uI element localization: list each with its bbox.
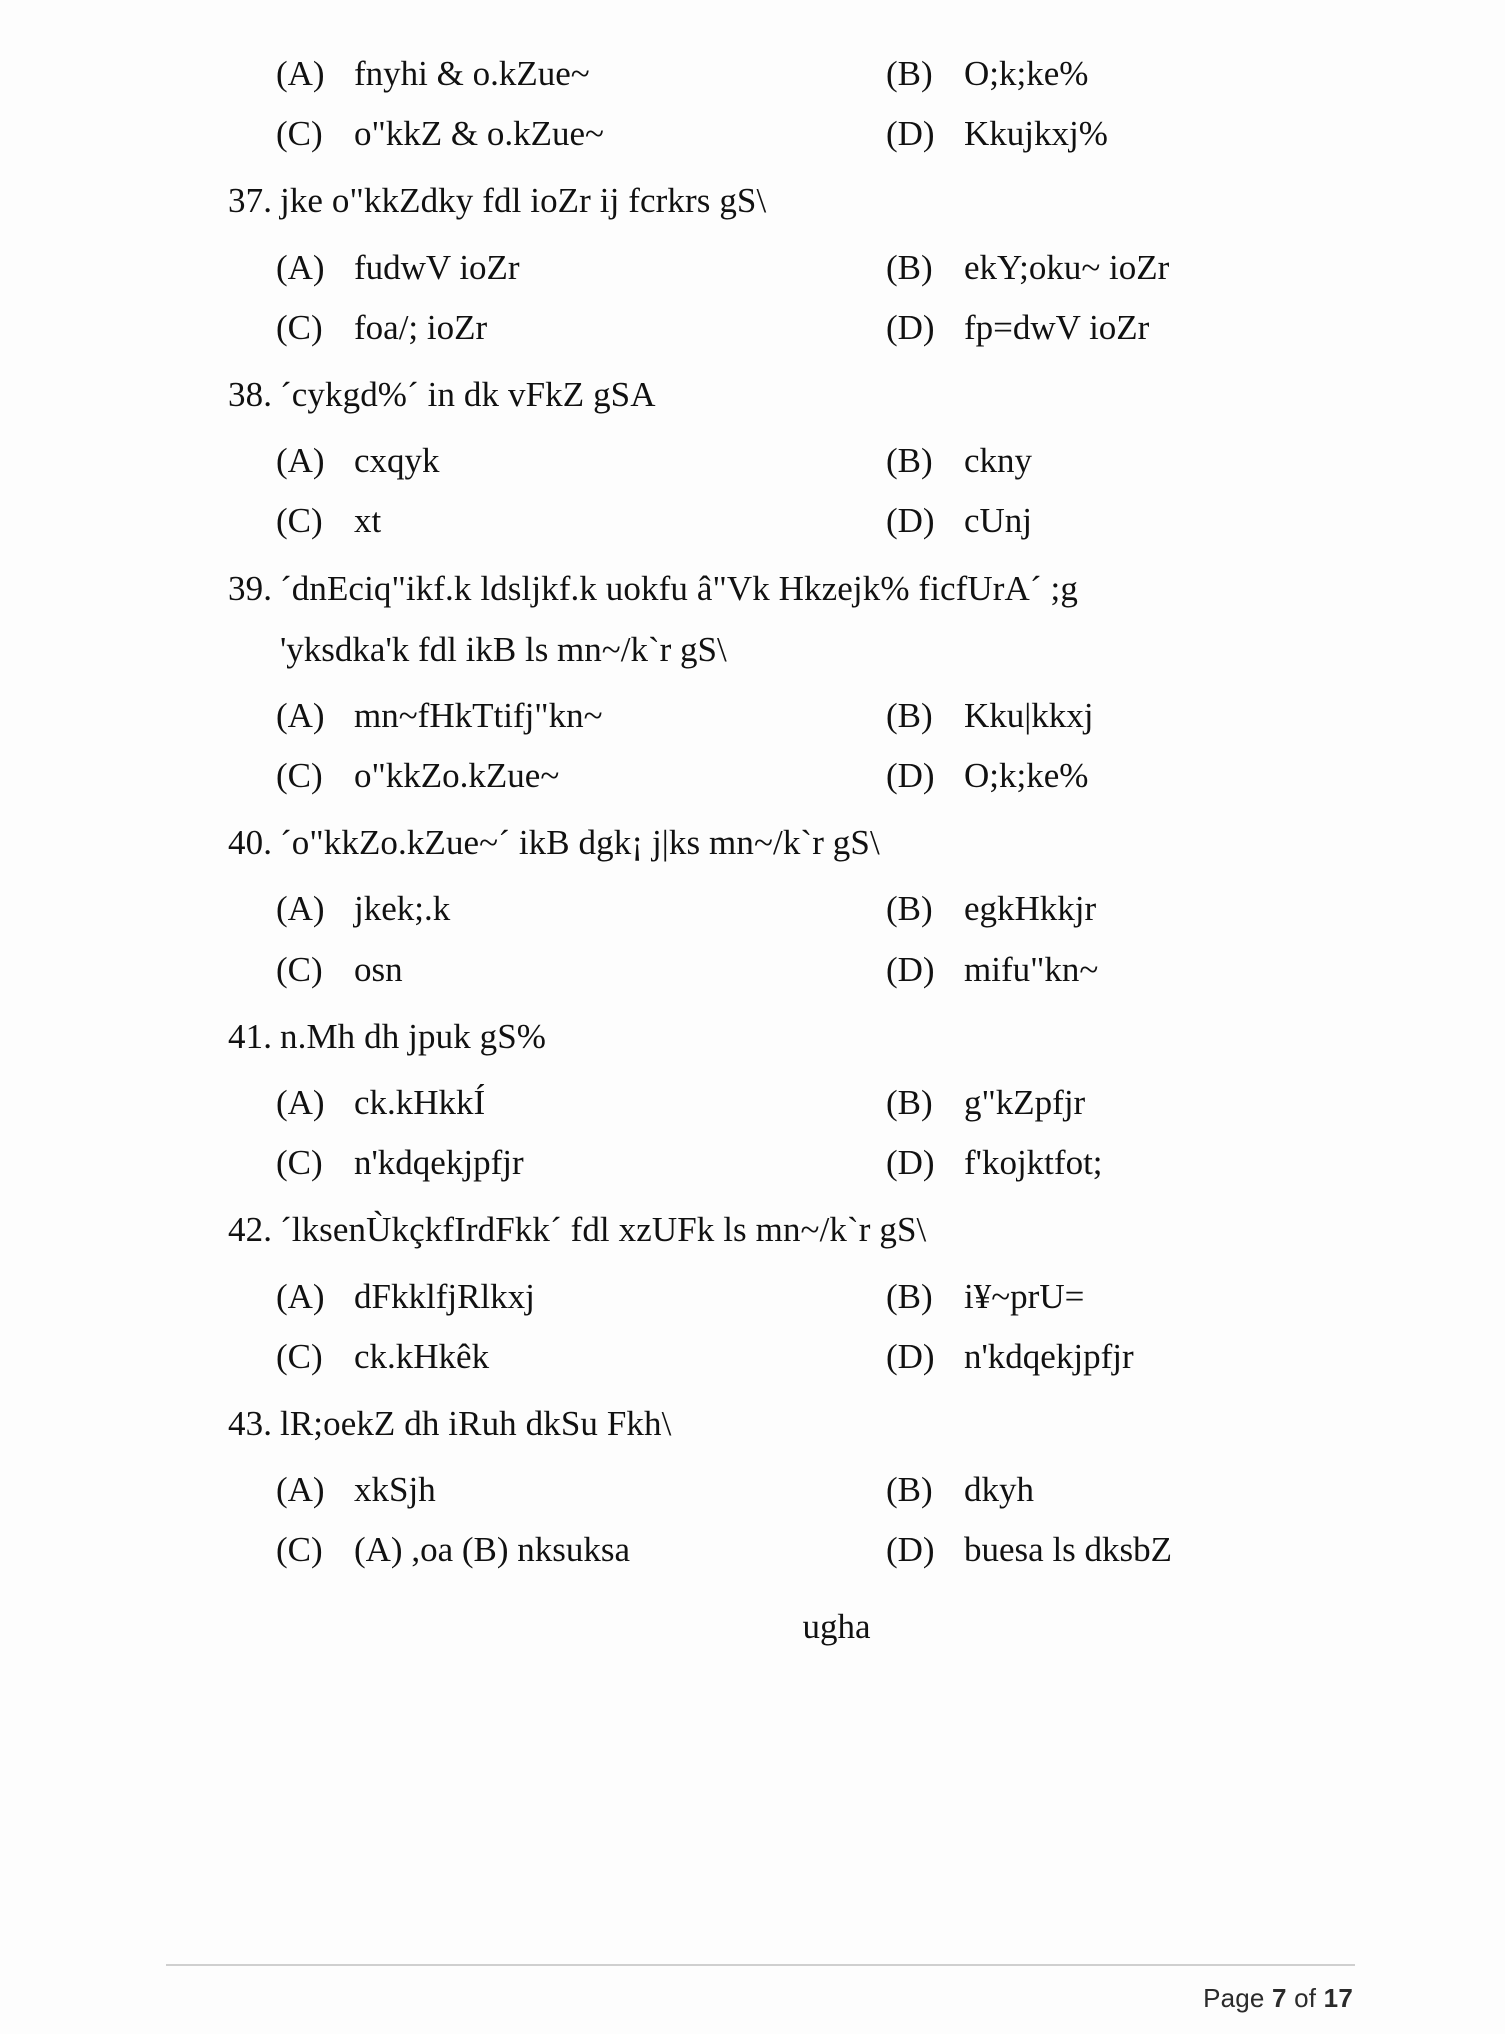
option-label: (A)	[276, 695, 325, 735]
question-40	[0, 816, 1505, 1000]
question-text: ´o"kkZo.kZue~´ ikB dgk¡ j|ks mn~/k`r gS\	[280, 823, 880, 863]
option-c[interactable]	[276, 298, 886, 358]
option-label: (C)	[276, 1336, 323, 1376]
option-text: O;k;ke%	[964, 756, 1089, 796]
option-label: (C)	[276, 1530, 323, 1570]
options-group	[0, 238, 1505, 358]
options-group	[0, 431, 1505, 551]
option-a[interactable]	[276, 1460, 886, 1520]
option-label: (B)	[886, 889, 933, 929]
question-stem	[0, 816, 1505, 869]
option-label: (C)	[276, 307, 323, 347]
option-label: (D)	[886, 756, 935, 796]
option-b[interactable]	[886, 238, 1505, 298]
option-d[interactable]	[886, 491, 1505, 551]
option-label: (A)	[276, 1470, 325, 1510]
option-d[interactable]	[886, 1520, 1505, 1580]
options-group	[0, 879, 1505, 999]
option-a[interactable]	[276, 44, 886, 104]
option-label: (A)	[276, 1276, 325, 1316]
option-text: dkyh	[964, 1470, 1034, 1510]
option-text: osn	[354, 949, 403, 989]
option-text: xt	[354, 501, 382, 541]
question-43	[0, 1397, 1505, 1581]
option-c[interactable]	[276, 104, 886, 164]
question-text: ´dnEciq"ikf.k ldsljkf.k uokfu â"Vk Hkzejk% ficfUrA´ ;g	[280, 568, 1078, 608]
option-label: (B)	[886, 247, 933, 287]
option-text: egkHkkjr	[964, 889, 1097, 929]
question-number: 41.	[228, 1016, 273, 1056]
option-a[interactable]	[276, 1267, 886, 1327]
options-group	[0, 686, 1505, 806]
option-label: (B)	[886, 1470, 933, 1510]
option-text: mn~fHkTtifj"kn~	[354, 695, 603, 735]
option-b[interactable]	[886, 1460, 1505, 1520]
option-text: fnyhi & o.kZue~	[354, 54, 590, 93]
option-text: dFkklfjRlkxj	[354, 1276, 535, 1316]
option-text: O;k;ke%	[964, 54, 1089, 93]
option-c[interactable]	[276, 1133, 886, 1193]
option-d[interactable]	[886, 104, 1505, 164]
option-text: Kku|kkxj	[964, 695, 1094, 735]
option-a[interactable]	[276, 238, 886, 298]
question-number: 43.	[228, 1403, 273, 1443]
option-label: (B)	[886, 441, 933, 481]
question-text: jke o"kkZdky fdl ioZr ij fcrkrs gS\	[280, 181, 767, 221]
page-indicator	[1203, 1983, 1353, 2014]
option-label: (B)	[886, 1083, 933, 1122]
option-label: (A)	[276, 247, 325, 287]
page-total: 17	[1323, 1983, 1353, 2013]
options-group	[0, 1267, 1505, 1387]
option-label: (C)	[276, 1143, 323, 1183]
option-text: fudwV ioZr	[354, 247, 520, 287]
option-b[interactable]	[886, 1073, 1505, 1133]
option-text: o"kkZ & o.kZue~	[354, 114, 604, 154]
question-stem	[0, 174, 1505, 227]
option-b[interactable]	[886, 431, 1505, 491]
question-number: 42.	[228, 1210, 273, 1250]
option-d[interactable]	[886, 1133, 1505, 1193]
option-label: (D)	[886, 307, 935, 347]
option-text: n'kdqekjpfjr	[354, 1143, 524, 1183]
option-d[interactable]	[886, 298, 1505, 358]
option-text: jkek;.k	[354, 889, 451, 929]
option-label: (B)	[886, 1276, 933, 1316]
option-text: ckny	[964, 441, 1033, 481]
option-text: buesa ls dksbZ	[964, 1530, 1173, 1570]
option-text: cxqyk	[354, 441, 440, 481]
option-text: foa/; ioZr	[354, 307, 488, 347]
question-stem	[0, 368, 1505, 421]
option-text: cUnj	[964, 501, 1033, 541]
question-number: 39.	[228, 568, 273, 608]
question-text: ´cykgd%´ in dk vFkZ gSA	[280, 374, 656, 414]
option-label: (C)	[276, 501, 323, 541]
options-group	[0, 1460, 1505, 1580]
question-text: lR;oekZ dh iRuh dkSu Fkh\	[280, 1403, 672, 1443]
option-c[interactable]	[276, 746, 886, 806]
question-stem	[0, 1010, 1505, 1063]
question-stem	[0, 1397, 1505, 1450]
question-stem	[0, 562, 1505, 615]
option-c[interactable]	[276, 1520, 886, 1580]
option-text: i¥~prU=	[964, 1276, 1085, 1316]
option-label: (D)	[886, 1336, 935, 1376]
option-c[interactable]	[276, 940, 886, 1000]
option-label: (A)	[276, 54, 325, 93]
question-37	[0, 174, 1505, 358]
option-label: (C)	[276, 114, 323, 154]
page-content	[0, 34, 1505, 2034]
option-text: g"kZpfjr	[964, 1083, 1086, 1122]
trailing-word: ugha	[802, 1606, 871, 1646]
option-text: f'kojktfot;	[964, 1143, 1103, 1183]
option-d[interactable]	[886, 1327, 1505, 1387]
question-42	[0, 1203, 1505, 1387]
option-label: (D)	[886, 114, 935, 154]
option-text: ck.kHkêk	[354, 1336, 490, 1376]
question-stem	[0, 1203, 1505, 1256]
question-number: 37.	[228, 181, 273, 221]
option-text: xkSjh	[354, 1470, 436, 1510]
option-b[interactable]	[886, 686, 1505, 746]
page-label-prefix: Page	[1203, 1983, 1265, 2013]
option-label: (B)	[886, 695, 933, 735]
option-d[interactable]	[886, 940, 1505, 1000]
option-text: mifu"kn~	[964, 949, 1099, 989]
option-label: (D)	[886, 501, 935, 541]
option-b[interactable]	[886, 44, 1505, 104]
option-label: (B)	[886, 54, 933, 93]
footer-divider	[166, 1964, 1355, 1966]
options-group-continued	[0, 44, 1505, 164]
question-number: 38.	[228, 374, 273, 414]
option-label: (D)	[886, 1530, 935, 1570]
question-text: ´lksenÙkçkfIrdFkk´ fdl xzUFk ls mn~/k`r gS\	[280, 1210, 927, 1250]
option-label: (D)	[886, 1143, 935, 1183]
option-text: o"kkZo.kZue~	[354, 756, 560, 796]
question-number: 40.	[228, 823, 273, 863]
option-label: (A)	[276, 889, 325, 929]
option-text: (A) ,oa (B) nksuksa	[354, 1530, 631, 1570]
page-number: 7	[1272, 1983, 1287, 2013]
option-c[interactable]	[276, 491, 886, 551]
option-a[interactable]	[276, 686, 886, 746]
option-text: ck.kHkkÍ	[354, 1083, 486, 1122]
option-a[interactable]	[276, 431, 886, 491]
option-b[interactable]	[886, 879, 1505, 939]
option-text: ekY;oku~ ioZr	[964, 247, 1170, 287]
option-label: (C)	[276, 949, 323, 989]
option-label: (A)	[276, 1083, 325, 1122]
option-text: Kkujkxj%	[964, 114, 1108, 154]
option-b[interactable]	[886, 1267, 1505, 1327]
question-41	[0, 1010, 1505, 1194]
option-text: n'kdqekjpfjr	[964, 1336, 1134, 1376]
question-39	[0, 562, 1505, 807]
option-c[interactable]	[276, 1327, 886, 1387]
option-a[interactable]	[276, 1073, 886, 1133]
option-label: (C)	[276, 756, 323, 796]
page-label-of: of	[1294, 1983, 1317, 2013]
option-a[interactable]	[276, 879, 886, 939]
question-38	[0, 368, 1505, 552]
options-group	[0, 1073, 1505, 1193]
option-label: (A)	[276, 441, 325, 481]
option-label: (D)	[886, 949, 935, 989]
question-text-line2: 'yksdka'k fdl ikB ls mn~/k`r gS\	[280, 629, 727, 669]
option-d[interactable]	[886, 746, 1505, 806]
option-text: fp=dwV ioZr	[964, 307, 1150, 347]
question-text: n.Mh dh jpuk gS%	[280, 1016, 547, 1056]
